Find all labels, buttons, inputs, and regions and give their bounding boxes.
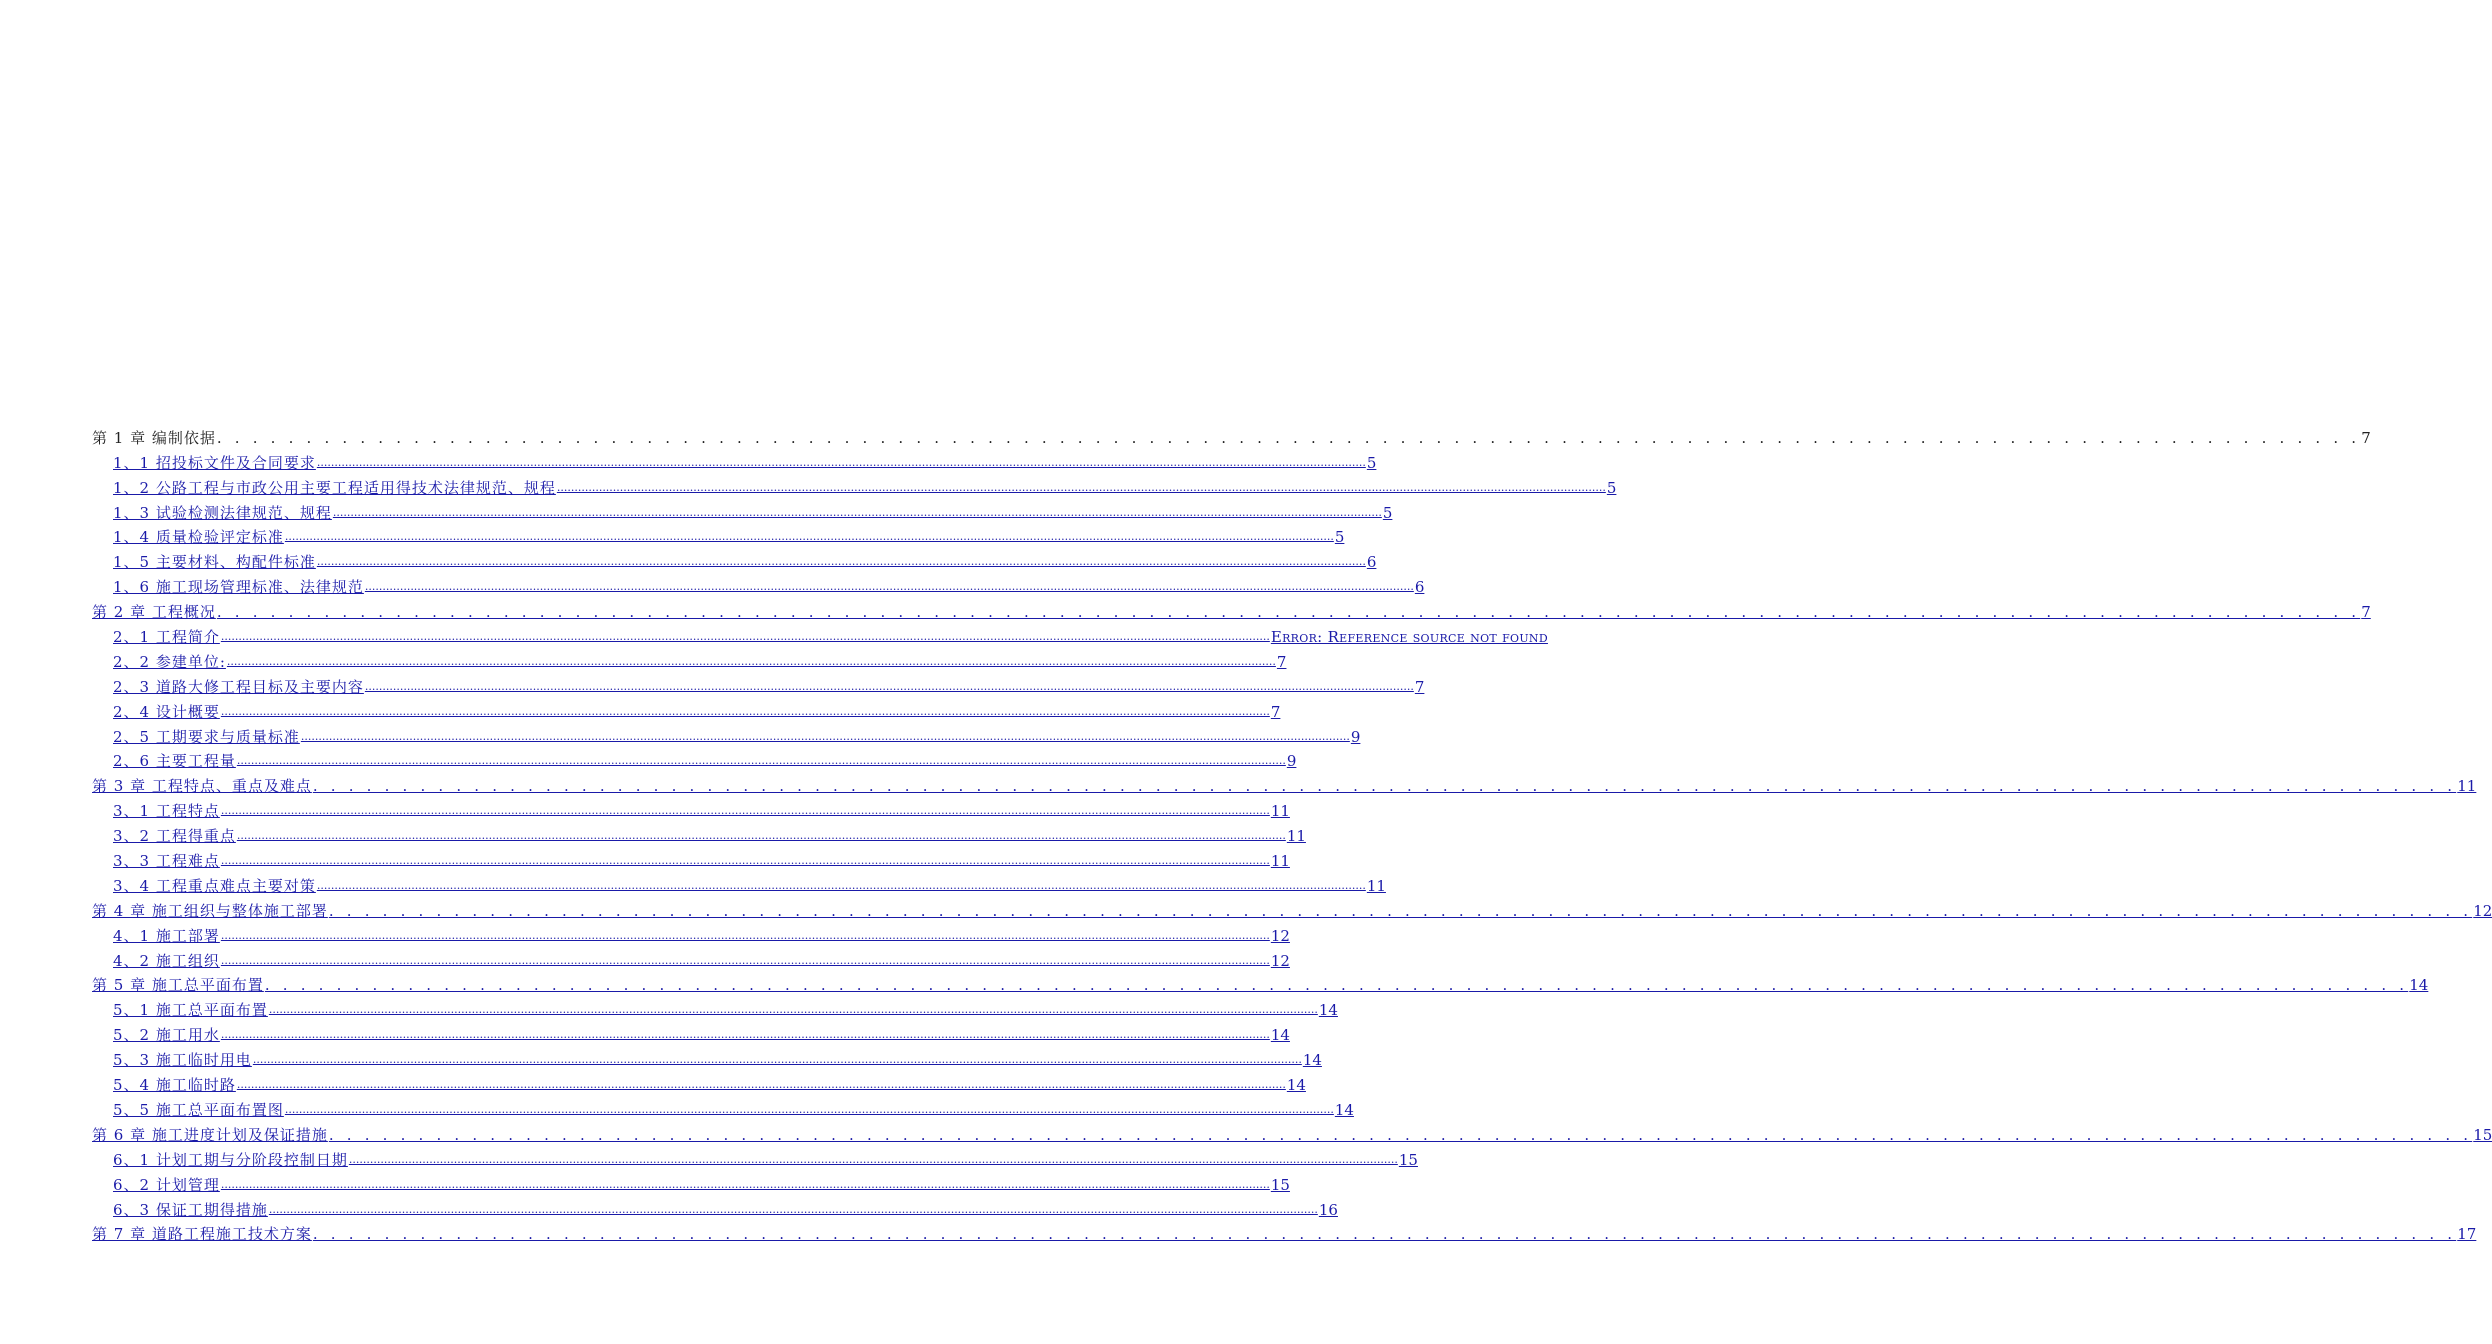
toc-section-entry[interactable] xyxy=(92,994,1338,1020)
toc-dot-leader: ............................................................................................................................................................................................................................................................................................................ xyxy=(364,580,1414,594)
toc-page-number: 5 xyxy=(1606,478,1617,497)
toc-dot-leader: ............................................................................................................................................................................................................................................................................................................ xyxy=(252,1053,1302,1067)
toc-page-number: 7 xyxy=(2361,603,2371,622)
toc-page-number: 7 xyxy=(1270,702,1281,721)
toc-dot-leader: ............................................................................................................................................................................................................................................................................................................ xyxy=(220,1177,1270,1191)
toc-entry-label: 6、1 计划工期与分阶段控制日期 xyxy=(113,1150,348,1169)
toc-dot-leader: ............................................................................................................................................................................................................................................................................................................ xyxy=(220,1028,1270,1042)
toc-dot-leader: ............................................................................................................................................................................................................................................................................................................ xyxy=(236,1078,1286,1092)
toc-entry-label: 第 2 章 工程概况 xyxy=(92,603,216,622)
toc-dot-leader: ............................................................................................................................................................................................................................................................................................................ xyxy=(220,704,1270,718)
toc-entry-label: 第 3 章 工程特点、重点及难点 xyxy=(92,777,312,796)
toc-page-number: 11 xyxy=(1366,876,1386,895)
toc-dot-leader: . . . . . . . . . . . . . . . . . . . . . . . . . . . . . . . . . . . . . . . . . . . . . . . . . . . . . . . . . . . . . . . . . . . . . . . . . . . . . . . . . . . . . . . . . . . . . . . . . . . . . . . . . . . . . . . . . . . . . . . . xyxy=(216,603,2361,622)
toc-entry-label: 1、6 施工现场管理标准、法律规范 xyxy=(113,578,364,597)
toc-entry-label: 2、5 工期要求与质量标准 xyxy=(113,727,300,746)
toc-entry-label: 5、2 施工用水 xyxy=(113,1026,220,1045)
toc-page-number: 11 xyxy=(2457,777,2477,796)
toc-section-entry[interactable] xyxy=(92,845,1290,871)
toc-entry-label: 第 5 章 施工总平面布置 xyxy=(92,976,264,995)
toc-chapter-entry[interactable] xyxy=(92,1119,2492,1144)
toc-entry-label: 2、4 设计概要 xyxy=(113,702,220,721)
toc-entry-label: 6、2 计划管理 xyxy=(113,1175,220,1194)
toc-section-entry[interactable] xyxy=(92,795,1290,821)
toc-section-entry[interactable] xyxy=(92,1194,1338,1219)
toc-section-entry[interactable] xyxy=(92,870,1386,895)
toc-section-entry[interactable] xyxy=(92,497,1393,522)
toc-section-entry[interactable] xyxy=(92,1044,1322,1070)
toc-page-number: 7 xyxy=(2361,428,2371,447)
toc-dot-leader: ............................................................................................................................................................................................................................................................................................................ xyxy=(316,555,1366,569)
toc-section-entry[interactable] xyxy=(92,1144,1418,1169)
toc-dot-leader: ............................................................................................................................................................................................................................................................................................................ xyxy=(348,1152,1398,1166)
toc-dot-leader: ............................................................................................................................................................................................................................................................................................................ xyxy=(332,505,1382,519)
toc-section-entry[interactable] xyxy=(92,447,1377,472)
toc-dot-leader: . . . . . . . . . . . . . . . . . . . . . . . . . . . . . . . . . . . . . . . . . . . . . . . . . . . . . . . . . . . . . . . . . . . . . . . . . . . . . . . . . . . . . . . . . . . . . . . . . . . . . . . . . . . . . . . . . . . . . . . . xyxy=(216,428,2361,447)
toc-page-number: 7 xyxy=(1414,677,1425,696)
toc-entry-label: 2、1 工程简介 xyxy=(113,628,220,647)
toc-dot-leader: ............................................................................................................................................................................................................................................................................................................ xyxy=(268,1003,1318,1017)
toc-section-entry[interactable] xyxy=(92,646,1287,671)
toc-section-entry[interactable] xyxy=(92,621,1548,647)
toc-dot-leader: ............................................................................................................................................................................................................................................................................................................ xyxy=(316,878,1366,892)
toc-dot-leader: ............................................................................................................................................................................................................................................................................................................ xyxy=(220,804,1270,818)
toc-page-number: 15 xyxy=(1398,1150,1418,1169)
toc-dot-leader: . . . . . . . . . . . . . . . . . . . . . . . . . . . . . . . . . . . . . . . . . . . . . . . . . . . . . . . . . . . . . . . . . . . . . . . . . . . . . . . . . . . . . . . . . . . . . . . . . . . . . . . . . . . . . . . . . . . . . . . . xyxy=(328,901,2473,920)
toc-dot-leader: ............................................................................................................................................................................................................................................................................................................ xyxy=(284,1102,1334,1116)
toc-section-entry[interactable] xyxy=(92,522,1345,547)
toc-dot-leader: ............................................................................................................................................................................................................................................................................................................ xyxy=(226,654,1276,668)
toc-dot-leader: . . . . . . . . . . . . . . . . . . . . . . . . . . . . . . . . . . . . . . . . . . . . . . . . . . . . . . . . . . . . . . . . . . . . . . . . . . . . . . . . . . . . . . . . . . . . . . . . . . . . . . . . . . . . . . . . . . . . . . . . xyxy=(312,1225,2457,1244)
toc-entry-label: 3、2 工程得重点 xyxy=(113,827,236,846)
toc-page-number: 17 xyxy=(2457,1225,2477,1244)
toc-page-number: 12 xyxy=(1270,951,1290,970)
toc-dot-leader: ............................................................................................................................................................................................................................................................................................................ xyxy=(236,754,1286,768)
toc-chapter-entry[interactable] xyxy=(92,1219,2477,1244)
toc-section-entry[interactable] xyxy=(92,1069,1306,1095)
toc-section-entry[interactable] xyxy=(92,571,1425,597)
toc-page-number: 9 xyxy=(1350,727,1361,746)
toc-page-number: 6 xyxy=(1414,578,1425,597)
toc-section-entry[interactable] xyxy=(92,746,1297,771)
toc-dot-leader: ............................................................................................................................................................................................................................................................................................................ xyxy=(556,480,1606,494)
toc-entry-label: 5、5 施工总平面布置图 xyxy=(113,1100,284,1119)
toc-entry-label: 4、2 施工组织 xyxy=(113,951,220,970)
toc-page-number: 7 xyxy=(1276,652,1287,671)
toc-dot-leader: ............................................................................................................................................................................................................................................................................................................ xyxy=(284,530,1334,544)
toc-section-entry[interactable] xyxy=(92,546,1377,572)
toc-dot-leader: ............................................................................................................................................................................................................................................................................................................ xyxy=(300,729,1350,743)
toc-entry-label: 第 1 章 编制依据 xyxy=(92,428,216,447)
toc-section-entry[interactable] xyxy=(92,671,1425,696)
toc-entry-label: 3、1 工程特点 xyxy=(113,802,220,821)
toc-section-entry[interactable] xyxy=(92,820,1306,846)
toc-entry-label: 第 7 章 道路工程施工技术方案 xyxy=(92,1225,312,1244)
toc-entry-label: 1、5 主要材料、构配件标准 xyxy=(113,553,316,572)
toc-entry-label: 4、1 施工部署 xyxy=(113,926,220,945)
toc-section-entry[interactable] xyxy=(92,1019,1290,1045)
toc-entry-label: 6、3 保证工期得措施 xyxy=(113,1200,268,1219)
toc-chapter-entry[interactable] xyxy=(92,970,2429,995)
toc-dot-leader: ............................................................................................................................................................................................................................................................................................................ xyxy=(364,679,1414,693)
toc-dot-leader: ............................................................................................................................................................................................................................................................................................................ xyxy=(236,829,1286,843)
toc-page-number: 5 xyxy=(1366,453,1377,472)
toc-section-entry[interactable] xyxy=(92,1094,1354,1119)
toc-dot-leader: ............................................................................................................................................................................................................................................................................................................ xyxy=(220,630,1270,644)
toc-dot-leader: . . . . . . . . . . . . . . . . . . . . . . . . . . . . . . . . . . . . . . . . . . . . . . . . . . . . . . . . . . . . . . . . . . . . . . . . . . . . . . . . . . . . . . . . . . . . . . . . . . . . . . . . . . . . . . . . . . . . . . . . xyxy=(328,1125,2473,1144)
toc-entry-label: 2、3 道路大修工程目标及主要内容 xyxy=(113,677,364,696)
toc-section-entry[interactable] xyxy=(92,920,1290,945)
toc-dot-leader: ............................................................................................................................................................................................................................................................................................................ xyxy=(220,953,1270,967)
toc-chapter-entry[interactable] xyxy=(92,770,2477,796)
toc-page-number: 14 xyxy=(1302,1051,1322,1070)
toc-chapter-entry[interactable] xyxy=(92,596,2371,622)
toc-entry-label: 1、1 招投标文件及合同要求 xyxy=(113,453,316,472)
toc-entry-label: 2、6 主要工程量 xyxy=(113,752,236,771)
toc-page-number: 12 xyxy=(2473,901,2492,920)
toc-entry-label: 5、4 施工临时路 xyxy=(113,1076,236,1095)
toc-section-entry[interactable] xyxy=(92,945,1290,970)
toc-reference-error: Error: Reference source not found xyxy=(1270,628,1548,647)
toc-page-number: 15 xyxy=(2473,1125,2492,1144)
toc-section-entry[interactable] xyxy=(92,696,1281,721)
toc-dot-leader: ............................................................................................................................................................................................................................................................................................................ xyxy=(268,1202,1318,1216)
toc-page-number: 14 xyxy=(1334,1100,1354,1119)
toc-chapter-entry[interactable] xyxy=(92,895,2492,920)
toc-page-number: 16 xyxy=(1318,1200,1338,1219)
toc-entry-label: 3、3 工程难点 xyxy=(113,852,220,871)
toc-entry-label: 5、1 施工总平面布置 xyxy=(113,1001,268,1020)
toc-dot-leader: ............................................................................................................................................................................................................................................................................................................ xyxy=(220,854,1270,868)
toc-page-number: 14 xyxy=(1286,1076,1306,1095)
toc-entry-label: 1、4 质量检验评定标准 xyxy=(113,528,284,547)
toc-page-number: 5 xyxy=(1334,528,1345,547)
toc-entry-label: 3、4 工程重点难点主要对策 xyxy=(113,876,316,895)
toc-page-number: 5 xyxy=(1382,503,1393,522)
toc-page-number: 12 xyxy=(1270,926,1290,945)
toc-dot-leader: . . . . . . . . . . . . . . . . . . . . . . . . . . . . . . . . . . . . . . . . . . . . . . . . . . . . . . . . . . . . . . . . . . . . . . . . . . . . . . . . . . . . . . . . . . . . . . . . . . . . . . . . . . . . . . . . . . . . . . . . xyxy=(264,976,2409,995)
toc-page-number: 14 xyxy=(1270,1026,1290,1045)
toc-dot-leader: ............................................................................................................................................................................................................................................................................................................ xyxy=(220,928,1270,942)
toc-page-number: 14 xyxy=(1318,1001,1338,1020)
toc-entry-label: 第 6 章 施工进度计划及保证措施 xyxy=(92,1125,328,1144)
toc-entry-label: 5、3 施工临时用电 xyxy=(113,1051,252,1070)
toc-entry-label: 2、2 参建单位: xyxy=(113,652,226,671)
toc-entry-label: 1、3 试验检测法律规范、规程 xyxy=(113,503,332,522)
toc-page-number: 11 xyxy=(1286,827,1306,846)
toc-dot-leader: . . . . . . . . . . . . . . . . . . . . . . . . . . . . . . . . . . . . . . . . . . . . . . . . . . . . . . . . . . . . . . . . . . . . . . . . . . . . . . . . . . . . . . . . . . . . . . . . . . . . . . . . . . . . . . . . . . . . . . . . xyxy=(312,777,2457,796)
toc-page-number: 6 xyxy=(1366,553,1377,572)
toc-page-number: 11 xyxy=(1270,852,1290,871)
table-of-contents xyxy=(92,422,2492,1244)
toc-entry-label: 1、2 公路工程与市政公用主要工程适用得技术法律规范、规程 xyxy=(113,478,556,497)
toc-section-entry[interactable] xyxy=(92,1169,1290,1194)
toc-page-number: 15 xyxy=(1270,1175,1290,1194)
toc-chapter-entry xyxy=(92,422,2371,447)
toc-page-number: 9 xyxy=(1286,752,1297,771)
toc-entry-label: 第 4 章 施工组织与整体施工部署 xyxy=(92,901,328,920)
toc-dot-leader: ............................................................................................................................................................................................................................................................................................................ xyxy=(316,455,1366,469)
toc-section-entry[interactable] xyxy=(92,721,1361,746)
toc-page-number: 14 xyxy=(2409,976,2429,995)
toc-page-number: 11 xyxy=(1270,802,1290,821)
toc-section-entry[interactable] xyxy=(92,472,1617,497)
